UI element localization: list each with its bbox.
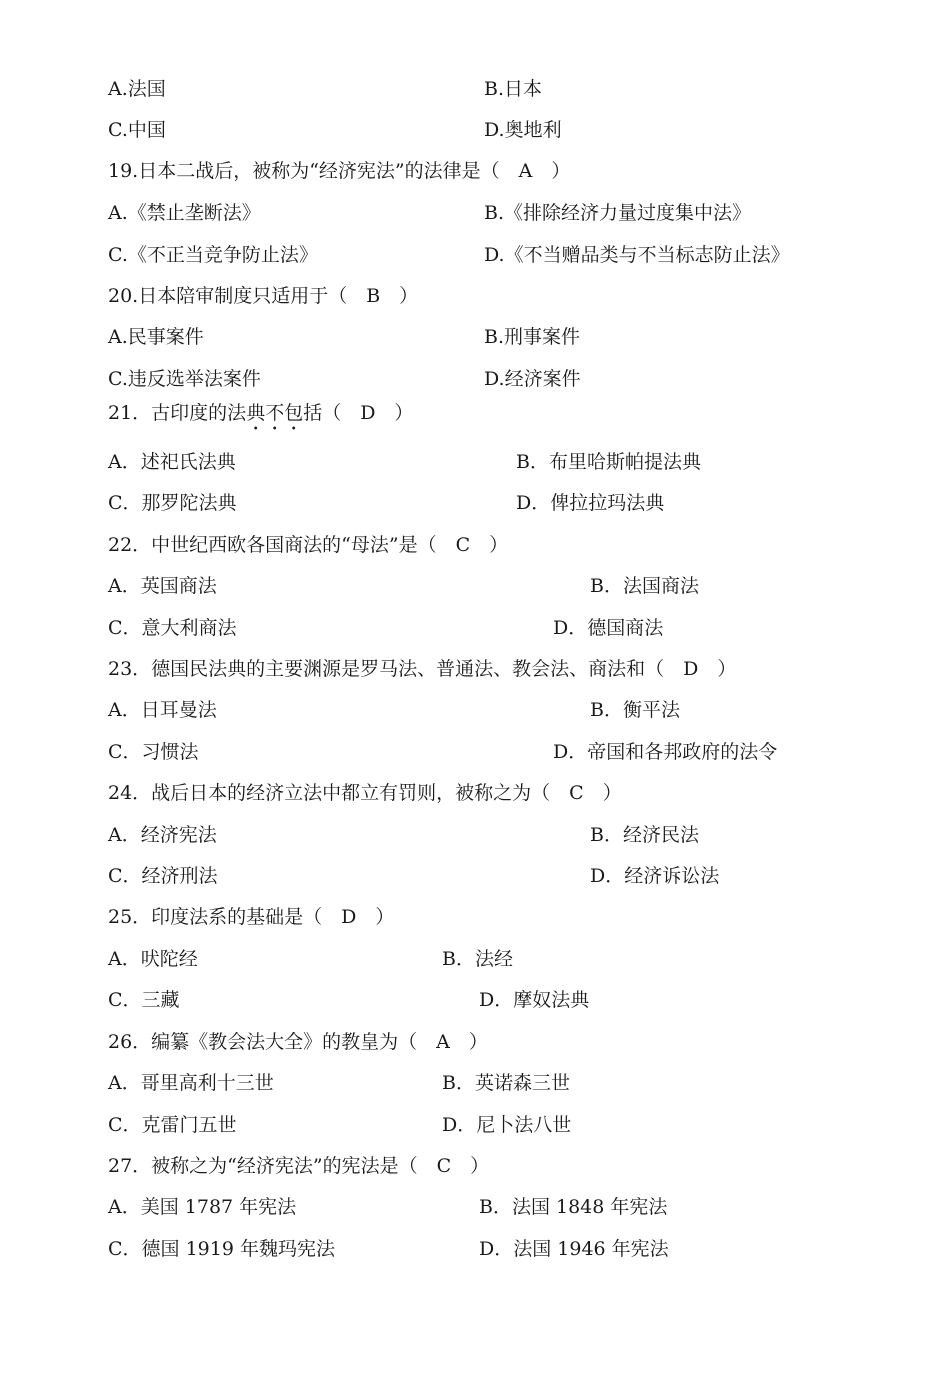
- q24-option-a: A．经济宪法: [108, 824, 217, 846]
- q27-option-c: C．德国 1919 年魏玛宪法: [108, 1238, 335, 1260]
- q24-option-b: B．经济民法: [590, 824, 699, 846]
- q26-option-a: A．哥里高利十三世: [108, 1072, 274, 1094]
- q19-question: 19.日本二战后，被称为“经济宪法”的法律是（ A ）: [108, 160, 571, 182]
- q23-option-a: A．日耳曼法: [108, 699, 217, 721]
- q27-question: 27．被称之为“经济宪法”的宪法是（ C ）: [108, 1155, 490, 1177]
- q21-option-b: B．布里哈斯帕提法典: [516, 451, 701, 473]
- q20-option-d: D.经济案件: [484, 368, 581, 390]
- q22-option-b: B．法国商法: [590, 575, 699, 597]
- q25-option-c: C．三藏: [108, 989, 180, 1011]
- q26-question: 26．编纂《教会法大全》的教皇为（ A ）: [108, 1031, 488, 1053]
- q23-option-c: C．习惯法: [108, 741, 199, 763]
- q18-option-a: A.法国: [108, 78, 166, 100]
- q21-option-a: A．述祀氏法典: [108, 451, 236, 473]
- q19-option-a: A.《禁止垄断法》: [108, 202, 261, 224]
- q18-option-b: B.日本: [484, 78, 543, 100]
- q19-option-d: D.《不当赠品类与不当标志防止法》: [484, 244, 790, 266]
- q25-option-d: D．摩奴法典: [479, 989, 590, 1011]
- q20-option-a: A.民事案件: [108, 326, 204, 348]
- q21-option-d: D．俾拉拉玛法典: [516, 492, 665, 514]
- q26-option-c: C．克雷门五世: [108, 1114, 237, 1136]
- q21-option-c: C．那罗陀法典: [108, 492, 237, 514]
- q25-option-b: B．法经: [442, 948, 513, 970]
- q19-option-c: C.《不正当竞争防止法》: [108, 244, 318, 266]
- q26-option-b: B．英诺森三世: [442, 1072, 570, 1094]
- q21-question: 21．古印度的法典不包括（ D ）: [108, 402, 414, 424]
- q18-option-c: C.中国: [108, 119, 166, 141]
- q20-option-b: B.刑事案件: [484, 326, 581, 348]
- q22-option-a: A．英国商法: [108, 575, 217, 597]
- q23-question: 23．德国民法典的主要渊源是罗马法、普通法、教会法、商法和（ D ）: [108, 658, 737, 680]
- q27-option-b: B．法国 1848 年宪法: [479, 1196, 668, 1218]
- q24-question: 24．战后日本的经济立法中都立有罚则，被称之为（ C ）: [108, 782, 622, 804]
- q22-option-d: D．德国商法: [553, 617, 664, 639]
- q18-option-d: D.奥地利: [484, 119, 562, 141]
- q26-option-d: D．尼卜法八世: [442, 1114, 572, 1136]
- q23-option-d: D．帝国和各邦政府的法令: [553, 741, 778, 763]
- q24-option-c: C．经济刑法: [108, 865, 218, 887]
- q20-option-c: C.违反选举法案件: [108, 368, 261, 390]
- q22-question: 22．中世纪西欧各国商法的“母法”是（ C ）: [108, 534, 509, 556]
- q23-option-b: B．衡平法: [590, 699, 680, 721]
- q20-question: 20.日本陪审制度只适用于（ B ）: [108, 285, 419, 307]
- q25-option-a: A．吠陀经: [108, 948, 198, 970]
- q22-option-c: C．意大利商法: [108, 617, 237, 639]
- emphasized-text: 典不包: [246, 402, 304, 424]
- q19-option-b: B.《排除经济力量过度集中法》: [484, 202, 752, 224]
- q24-option-d: D．经济诉讼法: [590, 865, 720, 887]
- q27-option-a: A．美国 1787 年宪法: [108, 1196, 297, 1218]
- q27-option-d: D．法国 1946 年宪法: [479, 1238, 669, 1260]
- q25-question: 25．印度法系的基础是（ D ）: [108, 906, 395, 928]
